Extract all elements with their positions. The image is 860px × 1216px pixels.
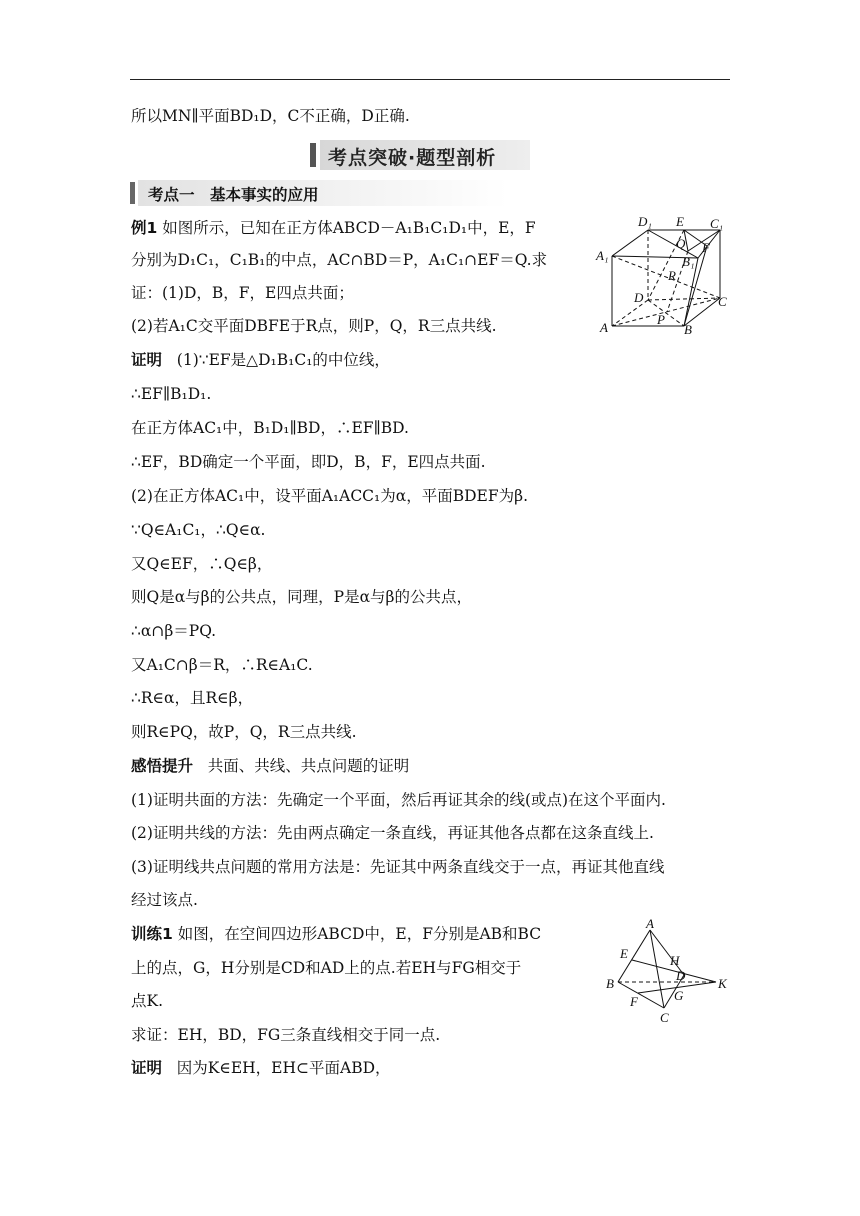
example-line-2: 分别为D₁C₁，C₁B₁的中点，AC∩BD＝P，A₁C₁∩EF＝Q.求: [131, 251, 548, 269]
example-label: 例1: [131, 219, 158, 237]
cube-label-B: B: [684, 322, 692, 337]
cube-label-E: E: [676, 214, 684, 229]
top-rule: [130, 79, 730, 80]
banner-bar: [310, 143, 316, 167]
cube-label-R: R: [668, 268, 676, 283]
cube-label-Q: Q: [676, 236, 686, 251]
section-banner: [310, 140, 530, 170]
cube-label-A1: A₁: [596, 248, 609, 263]
tetra-label-E: E: [620, 946, 628, 961]
insight-line-3: (3)证明线共点问题的常用方法是：先证其中两条直线交于一点，再证其他直线: [131, 858, 665, 876]
cube-label-C: C: [718, 294, 727, 309]
banner-title: 考点突破·题型剖析: [328, 147, 497, 169]
proof-line-12: 则R∈PQ，故P，Q，R三点共线.: [131, 723, 357, 741]
training-line-2: 上的点，G，H分别是CD和AD上的点.若EH与FG相交于: [131, 959, 522, 977]
example-line-4: (2)若A₁C交平面DBFE于R点，则P，Q，R三点共线.: [131, 317, 497, 335]
proof-line-4: ∴EF，BD确定一个平面，即D，B，F，E四点共面.: [131, 453, 486, 471]
cube-label-P: P: [657, 312, 665, 327]
section-bar: [130, 182, 135, 204]
tetra-label-B: B: [606, 976, 614, 991]
section-title: 考点一 基本事实的应用: [148, 186, 319, 204]
insight-line-2: (2)证明共线的方法：先由两点确定一条直线，再证其他各点都在这条直线上.: [131, 824, 654, 842]
tetra-label-H: H: [670, 953, 680, 968]
insight-heading: 感悟提升 共面、共线、共点问题的证明: [131, 757, 410, 775]
proof-line-3: 在正方体AC₁中，B₁D₁∥BD，∴EF∥BD.: [131, 419, 409, 437]
tetrahedron-figure: [600, 915, 740, 1025]
cube-label-B1: B₁: [682, 254, 695, 269]
training-proof-line: 证明 因为K∈EH，EH⊂平面ABD，: [131, 1059, 391, 1077]
proof-line-5: (2)在正方体AC₁中，设平面A₁ACC₁为α，平面BDEF为β.: [131, 487, 528, 505]
tetra-label-C: C: [660, 1010, 669, 1025]
training-proof-label: 证明: [131, 1059, 163, 1077]
cube-label-A: A: [600, 320, 608, 335]
training-line-4: 求证：EH，BD，FG三条直线相交于同一点.: [131, 1026, 441, 1044]
tetra-label-A: A: [646, 916, 654, 931]
section-heading: [130, 180, 730, 206]
tetra-label-D: D: [676, 968, 686, 983]
insight-line-1: (1)证明共面的方法：先确定一个平面，然后再证其余的线(或点)在这个平面内.: [131, 791, 666, 809]
tetra-label-G: G: [674, 988, 684, 1003]
proof-line-1: 证明 (1)∵EF是△D₁B₁C₁的中位线，: [131, 351, 390, 369]
proof-line-8: 则Q是α与β的公共点，同理，P是α与β的公共点，: [131, 588, 472, 606]
cube-label-C1: C₁: [710, 216, 724, 231]
training-line-1: 训练1 如图，在空间四边形ABCD中，E，F分别是AB和BC: [131, 925, 542, 943]
proof-label: 证明: [131, 351, 163, 369]
cube-label-D1: D₁: [638, 214, 652, 229]
cube-label-F: F: [702, 240, 710, 255]
example-line-3: 证：(1)D，B，F，E四点共面；: [131, 284, 354, 302]
insight-label: 感悟提升: [131, 757, 194, 775]
tetra-label-K: K: [718, 976, 727, 991]
proof-line-11: ∴R∈α，且R∈β，: [131, 689, 254, 707]
cube-figure: [590, 210, 735, 338]
training-label: 训练1: [131, 925, 173, 943]
cube-label-D: D: [634, 290, 644, 305]
insight-line-4: 经过该点.: [131, 891, 198, 909]
example-line-1: 例1 如图所示，已知在正方体ABCD－A₁B₁C₁D₁中，E，F: [131, 219, 536, 237]
proof-line-10: 又A₁C∩β＝R，∴R∈A₁C.: [131, 656, 313, 674]
proof-line-7: 又Q∈EF，∴Q∈β，: [131, 555, 273, 573]
tetra-label-F: F: [630, 994, 638, 1009]
continued-line: 所以MN∥平面BD₁D，C不正确，D正确.: [131, 107, 410, 125]
proof-line-6: ∵Q∈A₁C₁，∴Q∈α.: [131, 521, 266, 539]
training-line-3: 点K.: [131, 992, 164, 1010]
proof-line-9: ∴α∩β＝PQ.: [131, 622, 217, 640]
proof-line-2: ∴EF∥B₁D₁.: [131, 385, 212, 403]
